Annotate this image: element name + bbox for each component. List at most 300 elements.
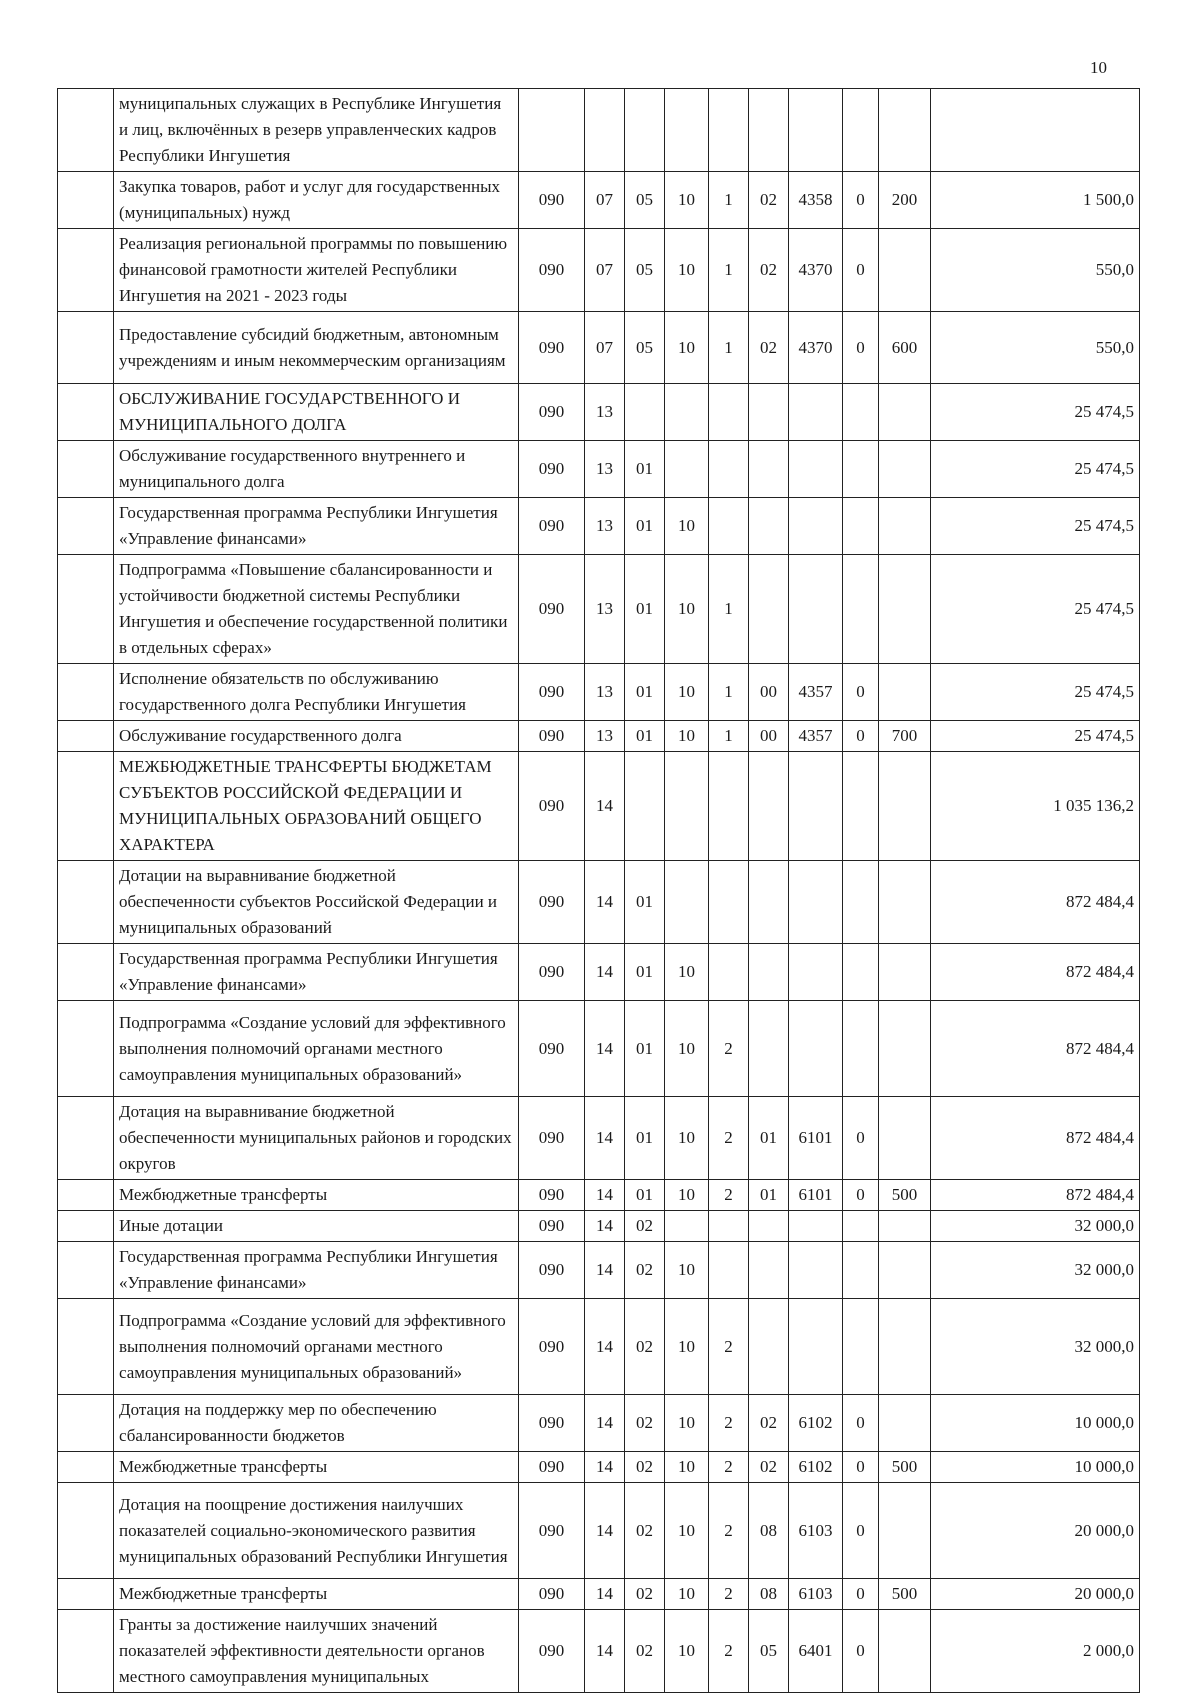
row-code-cell bbox=[789, 1211, 843, 1242]
table-row bbox=[58, 384, 1140, 441]
row-amount-cell: 872 484,4 bbox=[931, 1097, 1140, 1180]
row-name-cell: Дотации на выравнивание бюджетной обеспеченности субъектов Российской Федерации и муниципальных образований bbox=[114, 861, 519, 944]
row-code-cell: 14 bbox=[585, 1610, 625, 1693]
row-code-cell: 01 bbox=[625, 1180, 665, 1211]
row-code-cell bbox=[843, 441, 879, 498]
row-amount-cell: 25 474,5 bbox=[931, 498, 1140, 555]
row-code-cell bbox=[665, 89, 709, 172]
row-code-cell: 090 bbox=[519, 861, 585, 944]
row-code-cell: 13 bbox=[585, 555, 625, 664]
row-code-cell: 14 bbox=[585, 1097, 625, 1180]
row-code-cell: 14 bbox=[585, 1180, 625, 1211]
row-amount-cell: 872 484,4 bbox=[931, 944, 1140, 1001]
row-code-cell bbox=[749, 1299, 789, 1395]
row-code-cell bbox=[879, 1097, 931, 1180]
row-code-cell: 090 bbox=[519, 944, 585, 1001]
row-code-cell: 600 bbox=[879, 312, 931, 384]
row-code-cell: 02 bbox=[749, 172, 789, 229]
row-code-cell: 14 bbox=[585, 1579, 625, 1610]
row-code-cell bbox=[519, 89, 585, 172]
row-code-cell bbox=[709, 498, 749, 555]
row-code-cell bbox=[749, 89, 789, 172]
row-code-cell: 10 bbox=[665, 555, 709, 664]
row-code-cell: 6102 bbox=[789, 1452, 843, 1483]
row-code-cell: 00 bbox=[749, 664, 789, 721]
row-blank-cell bbox=[58, 1483, 114, 1579]
row-amount-cell: 32 000,0 bbox=[931, 1242, 1140, 1299]
row-blank-cell bbox=[58, 555, 114, 664]
row-code-cell: 13 bbox=[585, 498, 625, 555]
row-code-cell: 090 bbox=[519, 1180, 585, 1211]
row-code-cell bbox=[665, 861, 709, 944]
row-blank-cell bbox=[58, 441, 114, 498]
row-code-cell: 02 bbox=[749, 312, 789, 384]
row-code-cell bbox=[879, 441, 931, 498]
row-code-cell bbox=[749, 752, 789, 861]
row-code-cell: 2 bbox=[709, 1395, 749, 1452]
row-code-cell: 090 bbox=[519, 1579, 585, 1610]
row-code-cell: 090 bbox=[519, 1452, 585, 1483]
row-code-cell: 090 bbox=[519, 312, 585, 384]
row-code-cell: 4357 bbox=[789, 664, 843, 721]
row-blank-cell bbox=[58, 1299, 114, 1395]
row-code-cell: 090 bbox=[519, 1395, 585, 1452]
row-amount-cell: 25 474,5 bbox=[931, 384, 1140, 441]
row-code-cell: 01 bbox=[749, 1180, 789, 1211]
row-code-cell bbox=[709, 861, 749, 944]
row-code-cell bbox=[709, 752, 749, 861]
row-code-cell: 0 bbox=[843, 172, 879, 229]
row-blank-cell bbox=[58, 752, 114, 861]
row-name-cell: Государственная программа Республики Ингушетия «Управление финансами» bbox=[114, 1242, 519, 1299]
row-code-cell bbox=[665, 441, 709, 498]
table-row bbox=[58, 861, 1140, 944]
row-code-cell: 10 bbox=[665, 1180, 709, 1211]
row-code-cell: 0 bbox=[843, 229, 879, 312]
row-code-cell bbox=[879, 861, 931, 944]
row-code-cell: 10 bbox=[665, 1242, 709, 1299]
row-amount-cell: 20 000,0 bbox=[931, 1579, 1140, 1610]
table-row bbox=[58, 664, 1140, 721]
row-code-cell: 090 bbox=[519, 664, 585, 721]
row-code-cell: 090 bbox=[519, 555, 585, 664]
row-code-cell: 02 bbox=[625, 1579, 665, 1610]
row-name-cell: Межбюджетные трансферты bbox=[114, 1452, 519, 1483]
row-code-cell bbox=[789, 498, 843, 555]
table-row bbox=[58, 721, 1140, 752]
row-code-cell bbox=[843, 861, 879, 944]
row-name-cell: ОБСЛУЖИВАНИЕ ГОСУДАРСТВЕННОГО И МУНИЦИПАЛЬНОГО ДОЛГА bbox=[114, 384, 519, 441]
row-code-cell: 090 bbox=[519, 498, 585, 555]
row-name-cell: Подпрограмма «Создание условий для эффективного выполнения полномочий органами местного самоуправления муниципальных образований» bbox=[114, 1001, 519, 1097]
row-code-cell bbox=[665, 1211, 709, 1242]
row-code-cell bbox=[879, 944, 931, 1001]
row-code-cell bbox=[709, 89, 749, 172]
row-code-cell bbox=[789, 555, 843, 664]
row-code-cell: 0 bbox=[843, 1452, 879, 1483]
table-row bbox=[58, 1395, 1140, 1452]
row-code-cell: 05 bbox=[749, 1610, 789, 1693]
row-code-cell: 6103 bbox=[789, 1579, 843, 1610]
table-row bbox=[58, 1242, 1140, 1299]
row-code-cell: 090 bbox=[519, 441, 585, 498]
row-amount-cell: 10 000,0 bbox=[931, 1395, 1140, 1452]
row-amount-cell: 550,0 bbox=[931, 229, 1140, 312]
row-code-cell bbox=[749, 1211, 789, 1242]
row-blank-cell bbox=[58, 1001, 114, 1097]
row-code-cell bbox=[843, 498, 879, 555]
table-row bbox=[58, 1483, 1140, 1579]
row-code-cell: 13 bbox=[585, 384, 625, 441]
row-code-cell: 2 bbox=[709, 1001, 749, 1097]
row-blank-cell bbox=[58, 1180, 114, 1211]
row-code-cell bbox=[843, 752, 879, 861]
row-amount-cell: 550,0 bbox=[931, 312, 1140, 384]
row-name-cell: Обслуживание государственного внутреннего и муниципального долга bbox=[114, 441, 519, 498]
row-code-cell bbox=[749, 441, 789, 498]
row-code-cell bbox=[789, 441, 843, 498]
row-code-cell bbox=[749, 944, 789, 1001]
row-code-cell: 090 bbox=[519, 1211, 585, 1242]
row-code-cell bbox=[749, 1001, 789, 1097]
row-name-cell: Закупка товаров, работ и услуг для государственных (муниципальных) нужд bbox=[114, 172, 519, 229]
row-code-cell: 0 bbox=[843, 664, 879, 721]
row-blank-cell bbox=[58, 1610, 114, 1693]
row-code-cell: 2 bbox=[709, 1180, 749, 1211]
row-amount-cell: 872 484,4 bbox=[931, 861, 1140, 944]
row-code-cell: 500 bbox=[879, 1180, 931, 1211]
row-code-cell: 10 bbox=[665, 1610, 709, 1693]
row-code-cell bbox=[709, 1242, 749, 1299]
row-code-cell: 07 bbox=[585, 229, 625, 312]
row-blank-cell bbox=[58, 1211, 114, 1242]
table-row bbox=[58, 752, 1140, 861]
row-code-cell bbox=[789, 1242, 843, 1299]
row-code-cell: 0 bbox=[843, 1579, 879, 1610]
row-amount-cell: 1 500,0 bbox=[931, 172, 1140, 229]
row-code-cell: 2 bbox=[709, 1299, 749, 1395]
table-row bbox=[58, 441, 1140, 498]
row-code-cell: 2 bbox=[709, 1452, 749, 1483]
row-blank-cell bbox=[58, 861, 114, 944]
row-code-cell bbox=[789, 89, 843, 172]
row-code-cell: 01 bbox=[625, 1001, 665, 1097]
row-code-cell bbox=[749, 861, 789, 944]
row-code-cell bbox=[789, 384, 843, 441]
row-code-cell bbox=[789, 1001, 843, 1097]
row-code-cell bbox=[665, 384, 709, 441]
row-code-cell bbox=[879, 384, 931, 441]
row-code-cell: 14 bbox=[585, 1395, 625, 1452]
row-code-cell: 2 bbox=[709, 1579, 749, 1610]
row-code-cell: 02 bbox=[625, 1452, 665, 1483]
row-code-cell: 01 bbox=[625, 441, 665, 498]
row-code-cell: 02 bbox=[749, 229, 789, 312]
row-code-cell: 07 bbox=[585, 172, 625, 229]
row-blank-cell bbox=[58, 721, 114, 752]
row-code-cell: 500 bbox=[879, 1452, 931, 1483]
row-name-cell: Предоставление субсидий бюджетным, автономным учреждениям и иным некоммерческим организациям bbox=[114, 312, 519, 384]
budget-table bbox=[57, 88, 1140, 1693]
row-code-cell: 00 bbox=[749, 721, 789, 752]
row-name-cell: Дотация на поощрение достижения наилучших показателей социально-экономического развития муниципальных образований Республики Ингушетия bbox=[114, 1483, 519, 1579]
row-code-cell: 01 bbox=[625, 721, 665, 752]
row-code-cell bbox=[879, 664, 931, 721]
row-amount-cell: 872 484,4 bbox=[931, 1001, 1140, 1097]
row-blank-cell bbox=[58, 1452, 114, 1483]
row-amount-cell: 25 474,5 bbox=[931, 555, 1140, 664]
row-code-cell bbox=[879, 1242, 931, 1299]
row-code-cell bbox=[709, 441, 749, 498]
row-code-cell bbox=[625, 89, 665, 172]
row-code-cell: 14 bbox=[585, 1001, 625, 1097]
row-code-cell: 14 bbox=[585, 1483, 625, 1579]
row-code-cell bbox=[879, 1001, 931, 1097]
row-code-cell: 090 bbox=[519, 1299, 585, 1395]
table-row bbox=[58, 1299, 1140, 1395]
row-code-cell bbox=[709, 1211, 749, 1242]
row-code-cell bbox=[709, 944, 749, 1001]
row-blank-cell bbox=[58, 1579, 114, 1610]
row-code-cell: 0 bbox=[843, 312, 879, 384]
row-code-cell: 090 bbox=[519, 1097, 585, 1180]
row-code-cell: 500 bbox=[879, 1579, 931, 1610]
row-code-cell bbox=[843, 1001, 879, 1097]
row-blank-cell bbox=[58, 664, 114, 721]
row-name-cell: МЕЖБЮДЖЕТНЫЕ ТРАНСФЕРТЫ БЮДЖЕТАМ СУБЪЕКТОВ РОССИЙСКОЙ ФЕДЕРАЦИИ И МУНИЦИПАЛЬНЫХ ОБРАЗОВАНИЙ ОБЩЕГО ХАРАКТЕРА bbox=[114, 752, 519, 861]
row-code-cell bbox=[843, 384, 879, 441]
row-code-cell: 090 bbox=[519, 721, 585, 752]
row-code-cell bbox=[879, 1211, 931, 1242]
row-code-cell: 02 bbox=[625, 1610, 665, 1693]
row-code-cell: 10 bbox=[665, 1483, 709, 1579]
row-code-cell: 2 bbox=[709, 1610, 749, 1693]
row-code-cell: 090 bbox=[519, 752, 585, 861]
row-code-cell bbox=[625, 384, 665, 441]
row-blank-cell bbox=[58, 384, 114, 441]
row-code-cell: 090 bbox=[519, 172, 585, 229]
row-code-cell bbox=[843, 555, 879, 664]
row-code-cell: 6401 bbox=[789, 1610, 843, 1693]
row-name-cell: Межбюджетные трансферты bbox=[114, 1180, 519, 1211]
row-code-cell: 01 bbox=[625, 498, 665, 555]
row-code-cell: 14 bbox=[585, 1299, 625, 1395]
table-row bbox=[58, 312, 1140, 384]
row-code-cell: 0 bbox=[843, 1180, 879, 1211]
row-name-cell: Реализация региональной программы по повышению финансовой грамотности жителей Республики Ингушетия на 2021 - 2023 годы bbox=[114, 229, 519, 312]
row-code-cell: 1 bbox=[709, 312, 749, 384]
row-code-cell: 05 bbox=[625, 312, 665, 384]
row-code-cell bbox=[843, 944, 879, 1001]
row-code-cell bbox=[585, 89, 625, 172]
row-name-cell: Межбюджетные трансферты bbox=[114, 1579, 519, 1610]
table-row bbox=[58, 944, 1140, 1001]
row-code-cell: 10 bbox=[665, 664, 709, 721]
row-code-cell: 10 bbox=[665, 1395, 709, 1452]
row-code-cell bbox=[749, 1242, 789, 1299]
table-row bbox=[58, 172, 1140, 229]
row-code-cell: 02 bbox=[625, 1395, 665, 1452]
row-code-cell bbox=[789, 861, 843, 944]
row-code-cell bbox=[879, 498, 931, 555]
row-code-cell: 10 bbox=[665, 312, 709, 384]
row-blank-cell bbox=[58, 172, 114, 229]
row-code-cell: 01 bbox=[749, 1097, 789, 1180]
row-code-cell bbox=[879, 752, 931, 861]
table-row bbox=[58, 555, 1140, 664]
row-code-cell: 10 bbox=[665, 944, 709, 1001]
row-name-cell: Гранты за достижение наилучших значений показателей эффективности деятельности органов местного самоуправления муниципальных bbox=[114, 1610, 519, 1693]
row-code-cell bbox=[843, 1211, 879, 1242]
row-name-cell: Дотация на поддержку мер по обеспечению сбалансированности бюджетов bbox=[114, 1395, 519, 1452]
row-code-cell: 6101 bbox=[789, 1180, 843, 1211]
row-code-cell: 6102 bbox=[789, 1395, 843, 1452]
row-code-cell: 13 bbox=[585, 721, 625, 752]
row-code-cell: 02 bbox=[625, 1483, 665, 1579]
row-code-cell: 1 bbox=[709, 229, 749, 312]
row-code-cell bbox=[749, 384, 789, 441]
row-code-cell: 08 bbox=[749, 1483, 789, 1579]
row-amount-cell: 20 000,0 bbox=[931, 1483, 1140, 1579]
row-code-cell: 0 bbox=[843, 721, 879, 752]
row-code-cell bbox=[789, 944, 843, 1001]
row-code-cell: 090 bbox=[519, 229, 585, 312]
row-code-cell bbox=[709, 384, 749, 441]
table-row bbox=[58, 229, 1140, 312]
row-name-cell: Подпрограмма «Создание условий для эффективного выполнения полномочий органами местного самоуправления муниципальных образований» bbox=[114, 1299, 519, 1395]
page-number: 10 bbox=[1090, 58, 1107, 77]
row-code-cell: 01 bbox=[625, 861, 665, 944]
row-code-cell: 4370 bbox=[789, 312, 843, 384]
row-code-cell bbox=[879, 1299, 931, 1395]
row-code-cell: 2 bbox=[709, 1097, 749, 1180]
row-code-cell bbox=[749, 498, 789, 555]
row-code-cell: 14 bbox=[585, 1242, 625, 1299]
row-amount-cell: 1 035 136,2 bbox=[931, 752, 1140, 861]
row-amount-cell: 2 000,0 bbox=[931, 1610, 1140, 1693]
row-code-cell bbox=[789, 752, 843, 861]
row-code-cell bbox=[843, 89, 879, 172]
row-code-cell: 05 bbox=[625, 229, 665, 312]
row-code-cell: 13 bbox=[585, 664, 625, 721]
row-name-cell: Исполнение обязательств по обслуживанию государственного долга Республики Ингушетия bbox=[114, 664, 519, 721]
row-code-cell: 10 bbox=[665, 172, 709, 229]
row-name-cell: Подпрограмма «Повышение сбалансированности и устойчивости бюджетной системы Республики Ингушетия и обеспечение государственной политики в отдельных сферах» bbox=[114, 555, 519, 664]
row-code-cell: 01 bbox=[625, 555, 665, 664]
table-row bbox=[58, 1211, 1140, 1242]
row-code-cell: 4370 bbox=[789, 229, 843, 312]
row-code-cell: 02 bbox=[625, 1299, 665, 1395]
table-row bbox=[58, 498, 1140, 555]
row-code-cell: 0 bbox=[843, 1395, 879, 1452]
row-code-cell: 6101 bbox=[789, 1097, 843, 1180]
row-code-cell: 14 bbox=[585, 1452, 625, 1483]
row-code-cell bbox=[843, 1242, 879, 1299]
row-code-cell: 02 bbox=[625, 1242, 665, 1299]
row-code-cell bbox=[879, 89, 931, 172]
row-code-cell: 090 bbox=[519, 384, 585, 441]
row-code-cell bbox=[665, 752, 709, 861]
row-name-cell: Обслуживание государственного долга bbox=[114, 721, 519, 752]
row-code-cell bbox=[625, 752, 665, 861]
row-code-cell: 01 bbox=[625, 1097, 665, 1180]
row-code-cell: 01 bbox=[625, 664, 665, 721]
row-code-cell bbox=[789, 1299, 843, 1395]
row-blank-cell bbox=[58, 944, 114, 1001]
row-code-cell bbox=[879, 555, 931, 664]
row-code-cell: 14 bbox=[585, 752, 625, 861]
row-code-cell: 08 bbox=[749, 1579, 789, 1610]
row-code-cell: 6103 bbox=[789, 1483, 843, 1579]
row-blank-cell bbox=[58, 312, 114, 384]
row-code-cell: 10 bbox=[665, 229, 709, 312]
row-code-cell: 14 bbox=[585, 944, 625, 1001]
row-amount-cell: 32 000,0 bbox=[931, 1211, 1140, 1242]
row-code-cell: 01 bbox=[625, 944, 665, 1001]
row-code-cell: 090 bbox=[519, 1610, 585, 1693]
row-name-cell: Дотация на выравнивание бюджетной обеспеченности муниципальных районов и городских округов bbox=[114, 1097, 519, 1180]
row-code-cell: 05 bbox=[625, 172, 665, 229]
row-code-cell: 10 bbox=[665, 1452, 709, 1483]
row-blank-cell bbox=[58, 1242, 114, 1299]
row-name-cell: Государственная программа Республики Ингушетия «Управление финансами» bbox=[114, 498, 519, 555]
row-blank-cell bbox=[58, 1097, 114, 1180]
row-code-cell: 10 bbox=[665, 1299, 709, 1395]
row-blank-cell bbox=[58, 1395, 114, 1452]
row-code-cell: 1 bbox=[709, 721, 749, 752]
row-blank-cell bbox=[58, 229, 114, 312]
row-code-cell: 200 bbox=[879, 172, 931, 229]
row-code-cell: 13 bbox=[585, 441, 625, 498]
row-code-cell: 10 bbox=[665, 721, 709, 752]
row-code-cell: 10 bbox=[665, 1097, 709, 1180]
row-code-cell: 4357 bbox=[789, 721, 843, 752]
row-code-cell: 090 bbox=[519, 1242, 585, 1299]
row-code-cell bbox=[879, 229, 931, 312]
row-code-cell: 2 bbox=[709, 1483, 749, 1579]
row-amount-cell: 25 474,5 bbox=[931, 441, 1140, 498]
row-blank-cell bbox=[58, 498, 114, 555]
row-code-cell: 700 bbox=[879, 721, 931, 752]
row-code-cell: 14 bbox=[585, 861, 625, 944]
row-code-cell: 10 bbox=[665, 1579, 709, 1610]
table-row bbox=[58, 1180, 1140, 1211]
row-code-cell: 0 bbox=[843, 1610, 879, 1693]
row-code-cell: 0 bbox=[843, 1483, 879, 1579]
row-code-cell: 07 bbox=[585, 312, 625, 384]
row-amount-cell: 10 000,0 bbox=[931, 1452, 1140, 1483]
row-amount-cell: 32 000,0 bbox=[931, 1299, 1140, 1395]
table-row bbox=[58, 1610, 1140, 1693]
row-name-cell: Иные дотации bbox=[114, 1211, 519, 1242]
table-row bbox=[58, 1452, 1140, 1483]
row-code-cell: 4358 bbox=[789, 172, 843, 229]
row-code-cell: 090 bbox=[519, 1001, 585, 1097]
row-amount-cell bbox=[931, 89, 1140, 172]
row-code-cell bbox=[879, 1395, 931, 1452]
row-code-cell: 10 bbox=[665, 1001, 709, 1097]
row-code-cell bbox=[879, 1610, 931, 1693]
table-row bbox=[58, 1001, 1140, 1097]
row-code-cell: 1 bbox=[709, 555, 749, 664]
table-row bbox=[58, 1579, 1140, 1610]
row-name-cell: Государственная программа Республики Ингушетия «Управление финансами» bbox=[114, 944, 519, 1001]
row-amount-cell: 25 474,5 bbox=[931, 664, 1140, 721]
row-code-cell: 14 bbox=[585, 1211, 625, 1242]
row-code-cell bbox=[843, 1299, 879, 1395]
row-code-cell: 1 bbox=[709, 664, 749, 721]
row-amount-cell: 25 474,5 bbox=[931, 721, 1140, 752]
